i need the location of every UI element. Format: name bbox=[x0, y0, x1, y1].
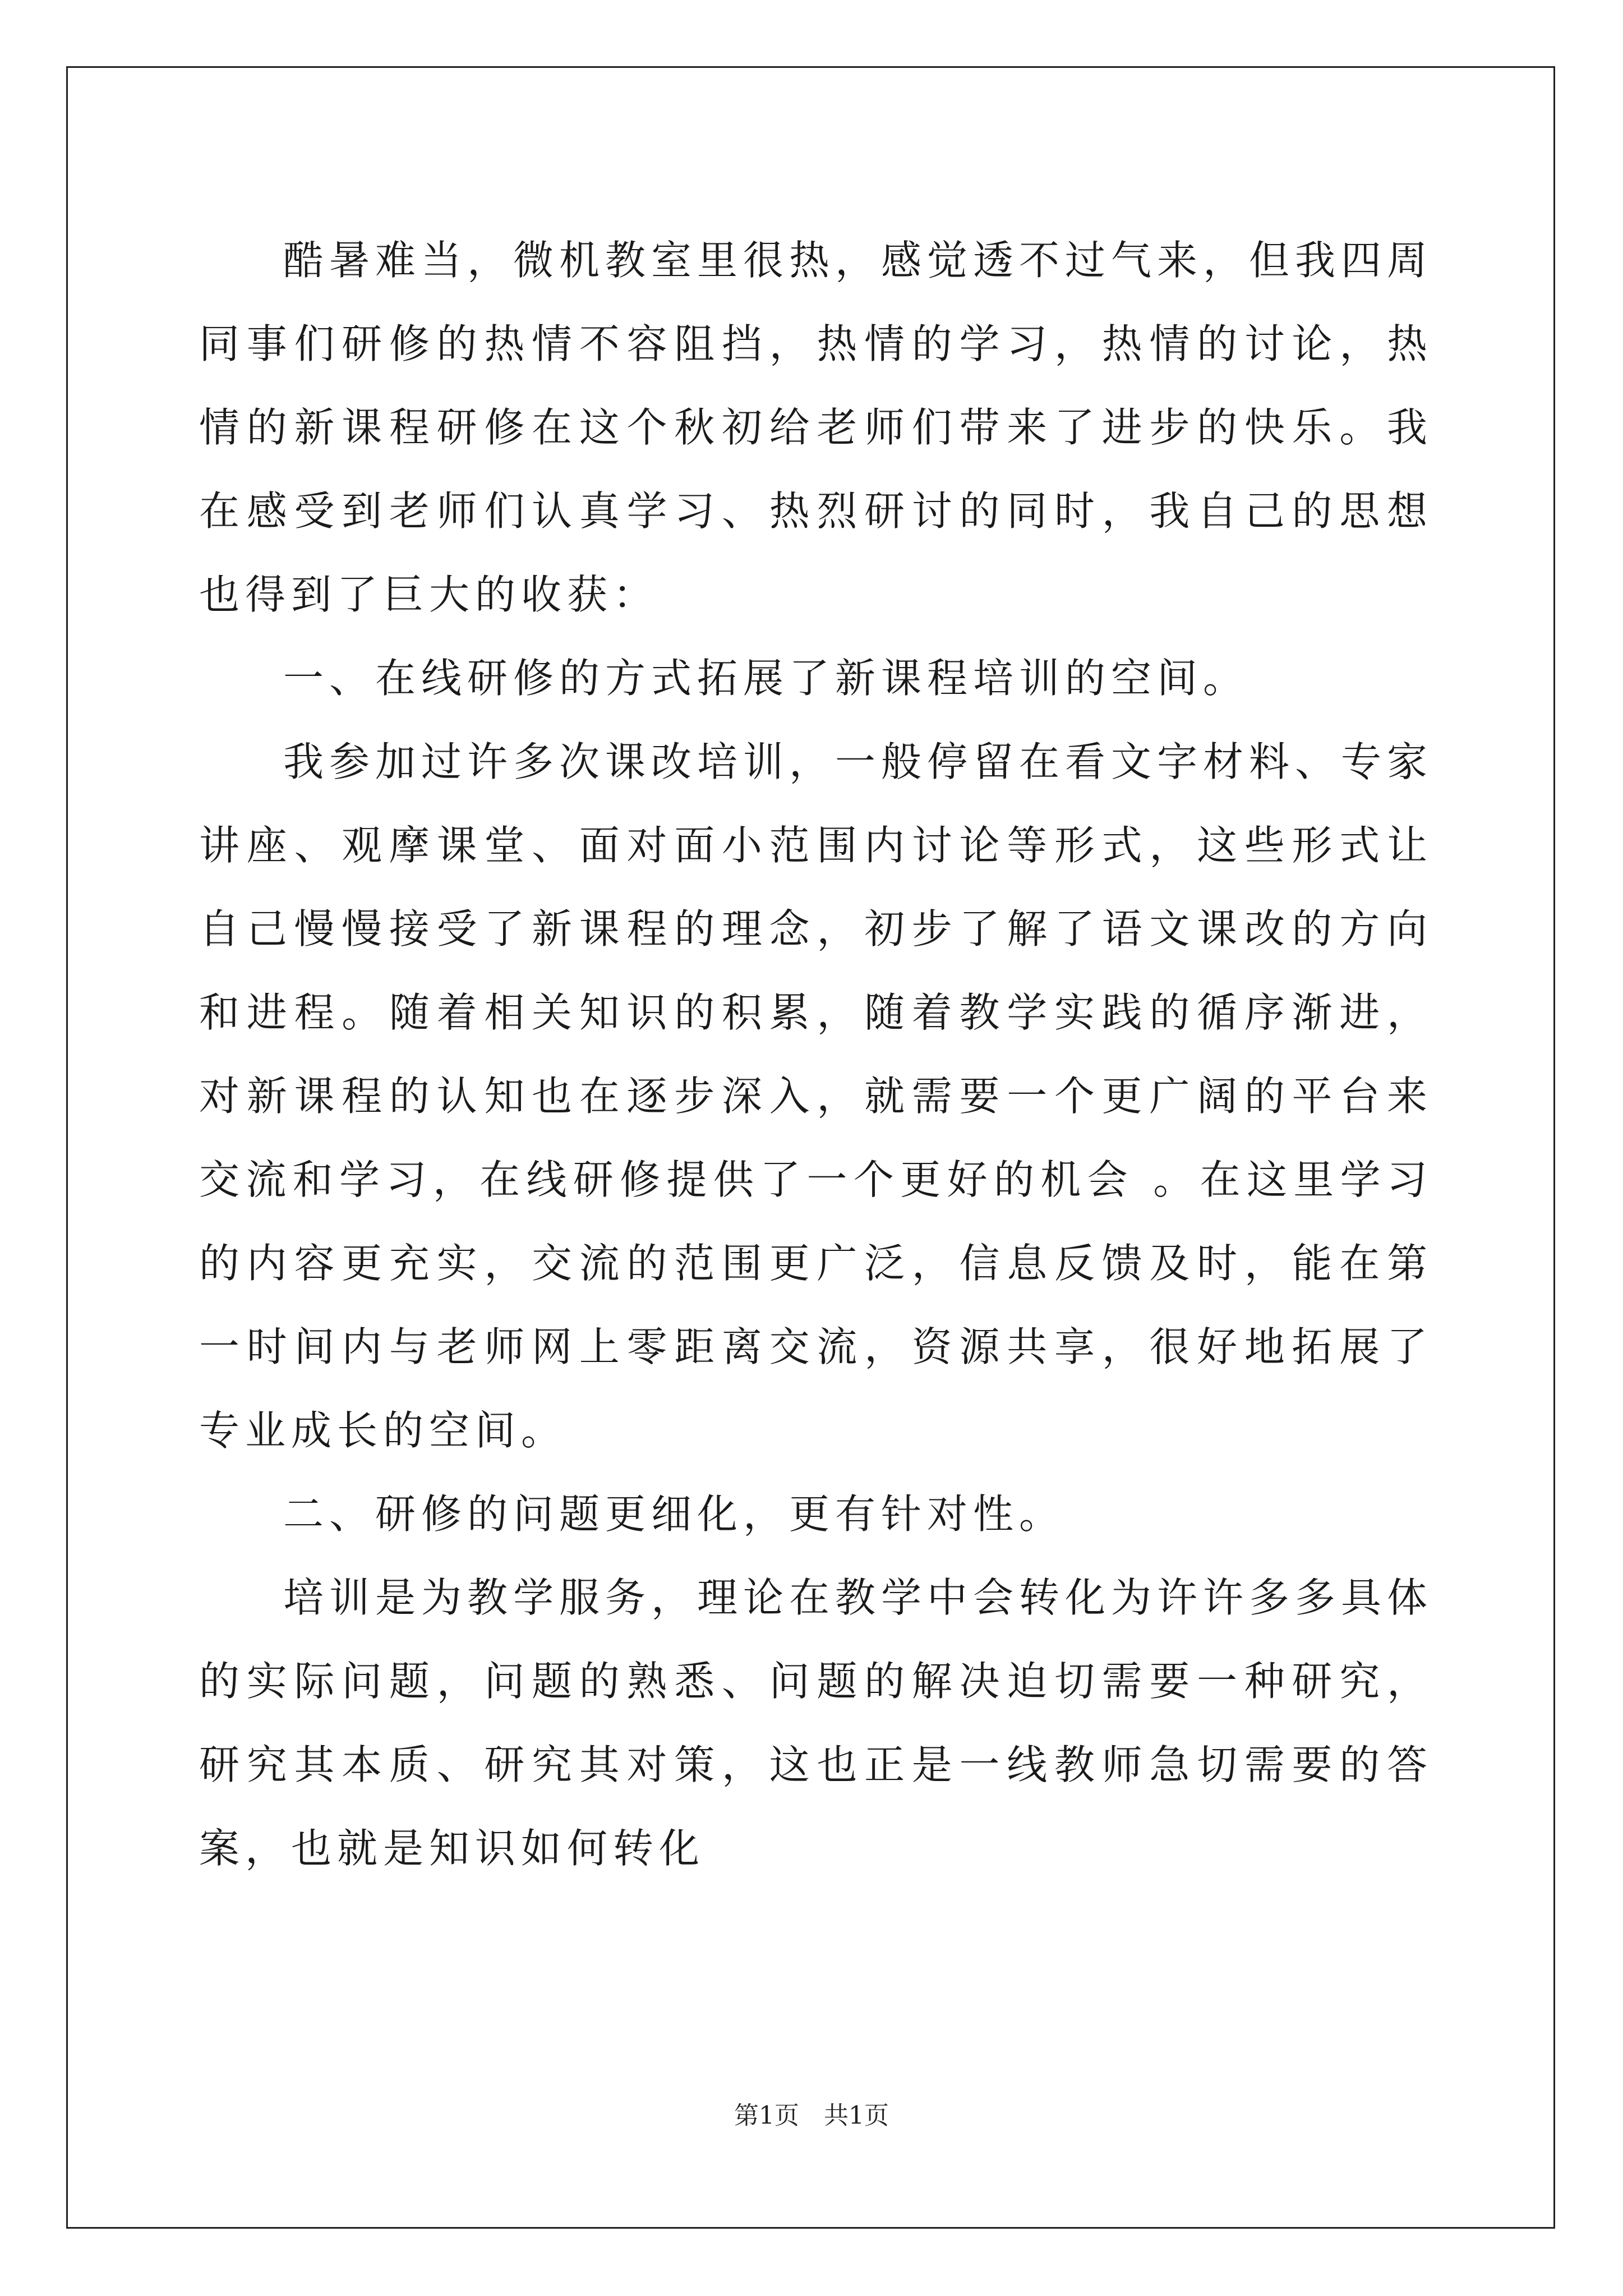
section-heading-two: 二、研修的问题更细化，更有针对性。 bbox=[283, 1490, 1066, 1538]
document-body bbox=[199, 219, 1433, 1890]
section-heading-one: 一、在线研修的方式拓展了新课程培训的空间。 bbox=[283, 655, 1249, 702]
paragraph-intro: 酷暑难当，微机教室里很热，感觉透不过气来，但我四周同事们研修的热情不容阻挡，热情的学习，热情的讨论，热情的新课程研修在这个秋初给老师们带来了进步的快乐。我在感受到老师们认真学习、热烈研讨的同时，我自己的思想也得到了巨大的收获： bbox=[199, 237, 1433, 618]
page-number: 第1页 bbox=[734, 2101, 799, 2130]
page-total: 共1页 bbox=[824, 2101, 889, 2130]
paragraph-section-one: 我参加过许多次课改培训，一般停留在看文字材料、专家讲座、观摩课堂、面对面小范围内讨论等形式，这些形式让自己慢慢接受了新课程的理念，初步了解了语文课改的方向和进程。随着相关知识的积累，随着教学实践的循序渐进，对新课程的认知也在逐步深入，就需要一个更广阔的平台来交流和学习，在线研修提供了一个更好的机会 。在这里学习的内容更充实，交流的范围更广泛，信息反馈及时，能在第一时间内与老师网上零距离交流，资源共享，很好地拓展了专业成长的空间。 bbox=[199, 738, 1433, 1454]
page-footer bbox=[0, 2099, 1623, 2133]
paragraph-section-two: 培训是为教学服务，理论在教学中会转化为许许多多具体的实际问题，问题的熟悉、问题的解决迫切需要一种研究，研究其本质、研究其对策，这也正是一线教师急切需要的答案，也就是知识如何转化 bbox=[199, 1574, 1433, 1872]
